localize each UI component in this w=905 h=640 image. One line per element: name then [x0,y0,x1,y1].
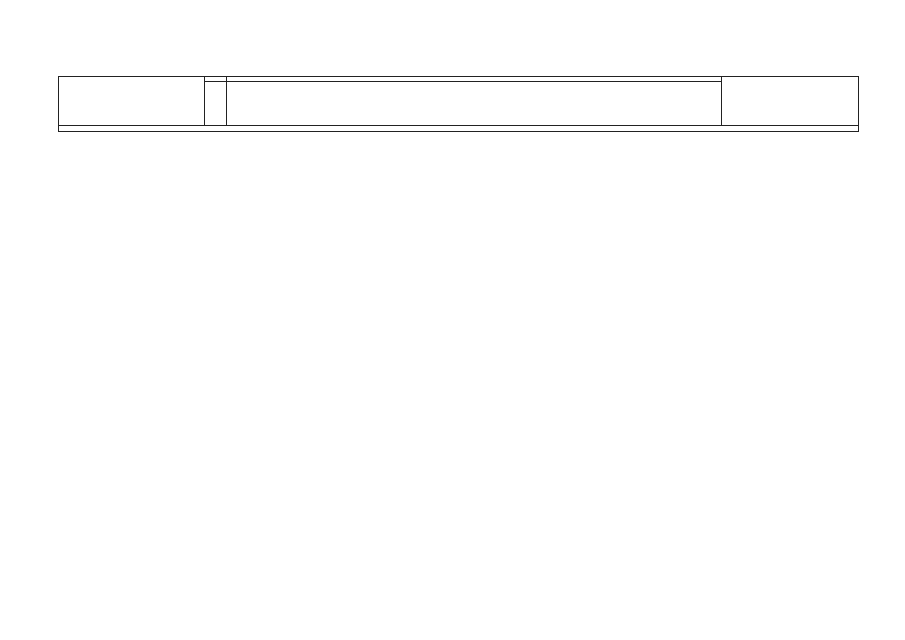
ref-header [722,77,859,126]
section-expected [59,126,859,132]
document-page [58,74,858,132]
plan-header [227,77,722,82]
indicators-table-1 [58,76,859,132]
base-sub-header [205,82,227,126]
indicator-header [59,77,205,126]
